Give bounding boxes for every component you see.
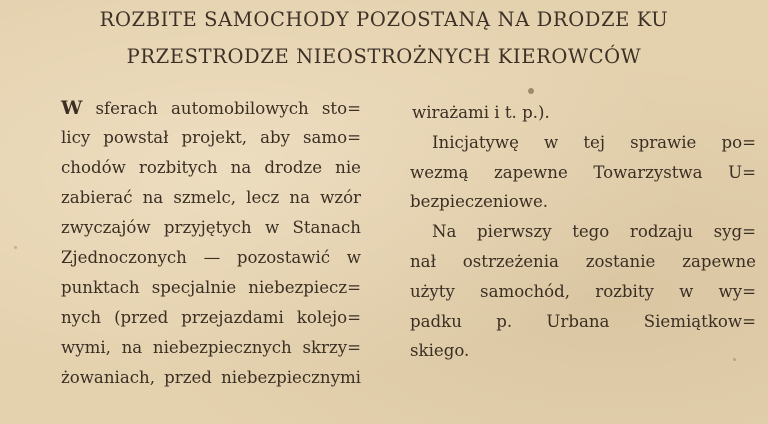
text-line (61, 95, 361, 121)
headline-line-2: PRZESTRODZE NIEOSTROŻNYCH KIEROWCÓW (126, 45, 642, 68)
text-line: nych (przed przejazdami kolejo= (61, 308, 361, 327)
text-line: bezpieczeniowe. (410, 192, 549, 211)
drop-cap: W (61, 97, 83, 119)
text-line: użyty samochód, rozbity w wy= (410, 282, 756, 301)
text-line: Na pierwszy tego rodzaju syg= (432, 222, 756, 241)
text-line: wymi, na niebezpiecznych skrzy= (61, 338, 361, 357)
text-line: licy powstał projekt, aby samo= (61, 128, 361, 147)
text-line: skiego. (410, 341, 470, 360)
text-line: żowaniach, przed niebezpiecznymi (61, 368, 361, 387)
text-line: zwyczajów przyjętych w Stanach (61, 218, 361, 237)
text-line: zabierać na szmelc, lecz na wzór (61, 188, 361, 207)
ink-speck (733, 358, 736, 361)
text-line: nał ostrzeżenia zostanie zapewne (410, 252, 756, 271)
text-line: padku p. Urbana Siemiątkow= (410, 312, 756, 331)
text-line: chodów rozbitych na drodze nie (61, 158, 361, 177)
text-line: Inicjatywę w tej sprawie po= (432, 133, 756, 152)
text-line: wirażami i t. p.). (412, 103, 550, 122)
text-line: wezmą zapewne Towarzystwa U= (410, 163, 756, 182)
text-line-rest: sferach automobilowych sto= (82, 99, 361, 118)
text-line: Zjednoczonych — pozostawić w (61, 248, 361, 267)
ink-speck (528, 88, 534, 94)
ink-speck (14, 246, 17, 249)
text-line: punktach specjalnie niebezpiecz= (61, 278, 361, 297)
headline-line-1: ROZBITE SAMOCHODY POZOSTANĄ NA DRODZE KU (99, 8, 669, 31)
